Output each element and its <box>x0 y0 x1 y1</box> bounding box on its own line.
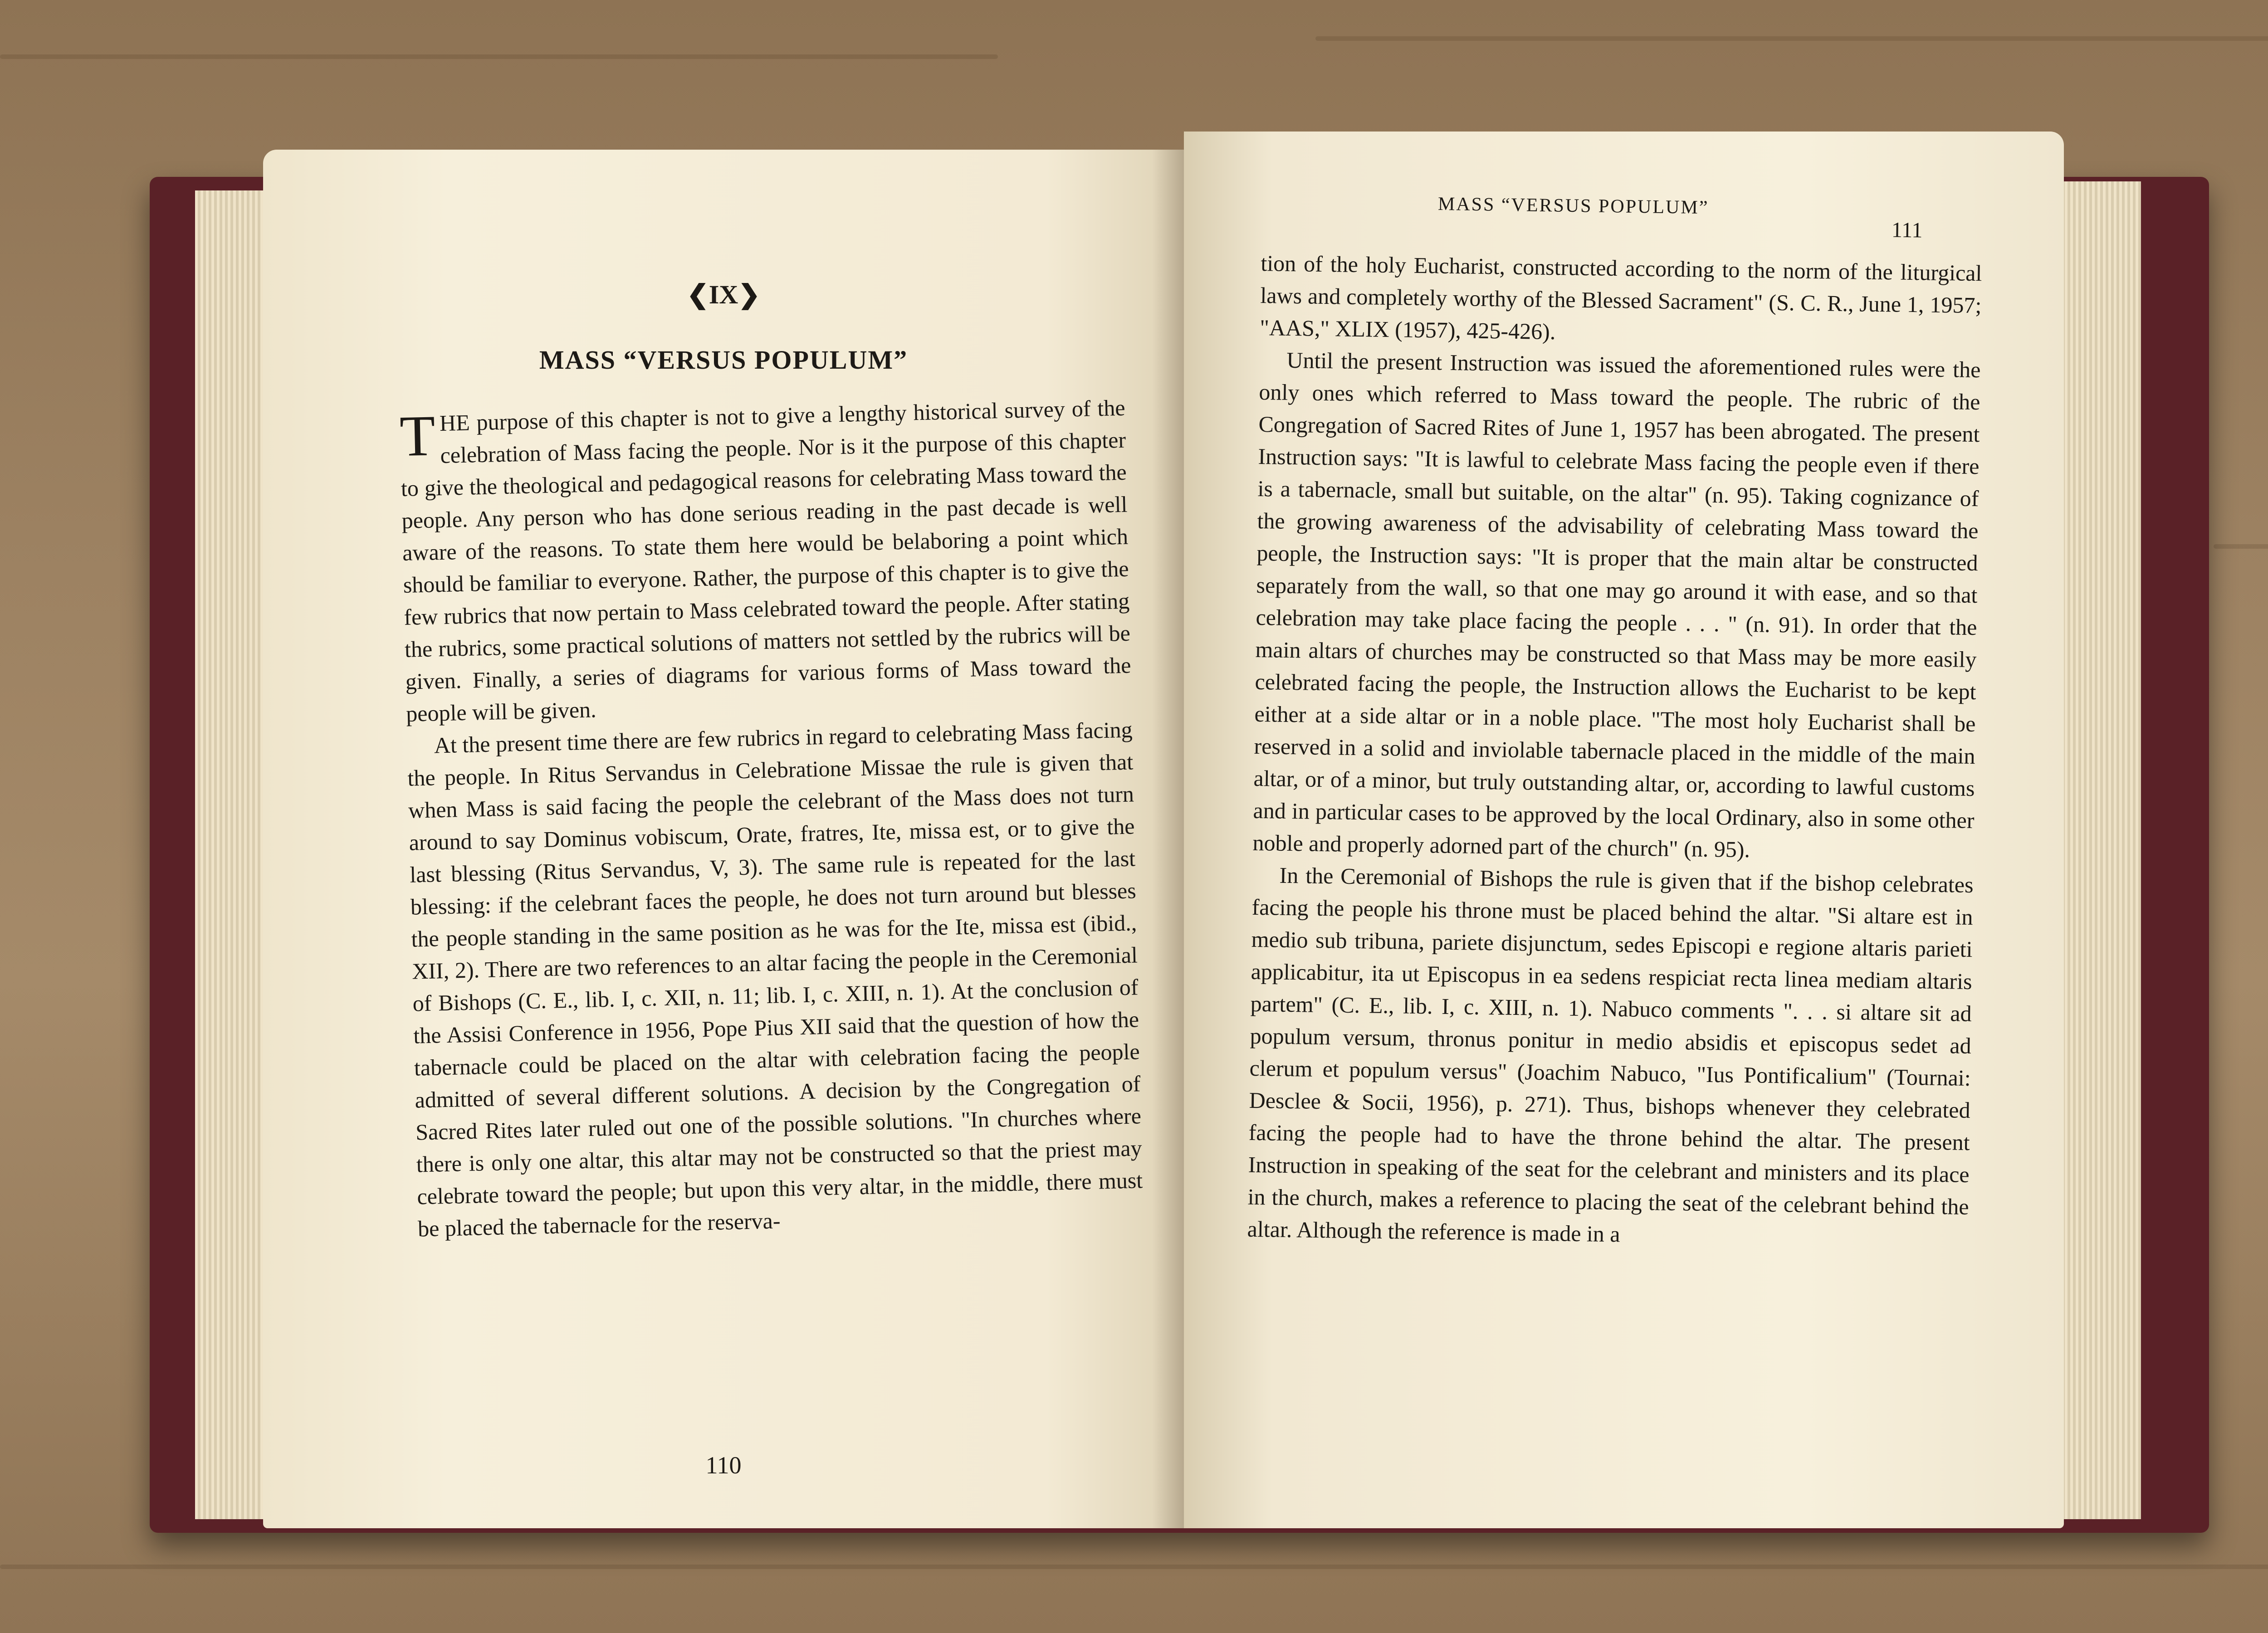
chapter-number: ❮IX❯ <box>687 280 760 309</box>
left-page-edges <box>195 190 268 1519</box>
wood-grain <box>1315 36 2268 41</box>
chapter-title: MASS “VERSUS POPULUM” <box>539 345 908 375</box>
right-page <box>1184 132 2064 1528</box>
right-page-body <box>1247 247 1982 1255</box>
left-page <box>263 150 1184 1528</box>
paragraph: At the present time there are few rubrics in regard to celebrating Mass facing the people. In Ritus Servandus in Celebratione Missae the rule is given that when Mass is said facing the people the celebrant of the Mass does not turn around to say Dominus vobiscum, Orate, fratres, Ite, missa est, or to give the last blessing (Ritus Servandus, V, 3). The same rule is repeated for the last blessing: if the celebrant faces the people, he does not turn around but blesses the people standing in the same position as he was for the Ite, missa est (ibid., XII, 2). There are two references to an altar facing the people in the Ceremonial of Bishops (C. E., lib. I, c. XII, n. 11; lib. I, c. XIII, n. 1). At the conclusion of the Assisi Conference in 1956, Pope Pius XII said that the question of how the tabernacle could be placed on the altar with celebration facing the people admitted of several different solutions. A decision by the Congregation of Sacred Rites later ruled out one of the possible solutions. "In churches where there is only one altar, this altar may not be constructed so that the priest may celebrate toward the people; but upon this very altar, in the middle, there must be placed the tabernacle for the reserva- <box>407 717 1143 1242</box>
left-page-body <box>399 392 1144 1245</box>
wood-grain <box>0 1565 2268 1569</box>
ornament-icon: ❯ <box>738 280 760 309</box>
wood-grain <box>2214 544 2268 549</box>
paragraph: Until the present Instruction was issued the aforementioned rules were the only ones which referred to Mass toward the people. The rubric of the Congregation of Sacred Rites of June 1, 1957 has been abrogated. The present Instruction says: "It is lawful to celebrate Mass facing the people even if there is a tabernacle, small but suitable, on the altar" (n. 95). Taking cognizance of the growing awareness of the advisability of celebrating Mass toward the people, the Instruction says: "It is proper that the main altar be constructed separately from the wall, so that one may go around it with ease, and so that celebration may take place facing the people . . . " (n. 91). In order that the main altars of churches may be constructed so that Mass may be more easily celebrated facing the people, the Instruction allows the Eucharist to be kept either at a side altar or in a noble place. "The most holy Eucharist shall be reserved in a solid and inviolable tabernacle placed in the middle of the main altar, or of a minor, but truly outstanding altar, or, according to lawful customs and in particular cases to be approved by the local Ordinary, also in some other noble and properly adorned part of the church" (n. 95). <box>1252 347 1981 863</box>
running-head: MASS “VERSUS POPULUM” <box>1437 193 1709 219</box>
wood-grain <box>0 54 998 59</box>
right-page-edges <box>2059 181 2141 1519</box>
paragraph: THE purpose of this chapter is not to give a lengthy historical survey of the celebration of Mass facing the people. Nor is it the purpose of this chapter to give the theological and pedagogical reasons for celebrating Mass toward the people. Any person who has done serious reading in the past decade is well aware of the reasons. To state them here would be belaboring a point which should be familiar to everyone. Rather, the purpose of this chapter is to give the few rubrics that now pertain to Mass celebrated toward the people. After stating the rubrics, some practical solutions of matters not settled by the rubrics will be given. Finally, a series of diagrams for various forms of Mass toward the people will be given. <box>399 395 1131 726</box>
page-number: 110 <box>705 1452 742 1479</box>
paragraph: tion of the holy Eucharist, constructed according to the norm of the liturgical laws and completely worthy of the Blessed Sacrament" (S. C. R., June 1, 1957; "AAS," XLIX (1957), 425-426). <box>1260 250 1982 345</box>
paragraph: In the Ceremonial of Bishops the rule is given that if the bishop celebrates facing the people his throne must be placed behind the altar. "Si altare est in medio sub tribuna, pariete disjunctum, sedes Episcopi e regione altaris parieti applicabitur, ita ut Episcopus in ea sedens respiciat recta linea mediam altaris partem" (C. E., lib. I, c. XIII, n. 1). Nabuco comments ". . . si altare sit ad populum versum, thronus ponitur in medio absidis et episcopus sedet ad clerum et populum versus" (Joachim Nabuco, "Ius Pontificalium" (Tournai: Desclee & Socii, 1956), p. 271). Thus, bishops whenever they celebrated facing the people had to have the throne behind the altar. The present Instruction in speaking of the seat for the celebrant and ministers and its place in the church, makes a reference to placing the seat of the celebrant behind the altar. Although the reference is made in a <box>1247 862 1974 1247</box>
page-number: 111 <box>1891 218 1923 243</box>
ornament-icon: ❮ <box>687 280 709 309</box>
drop-cap: T <box>399 403 436 468</box>
